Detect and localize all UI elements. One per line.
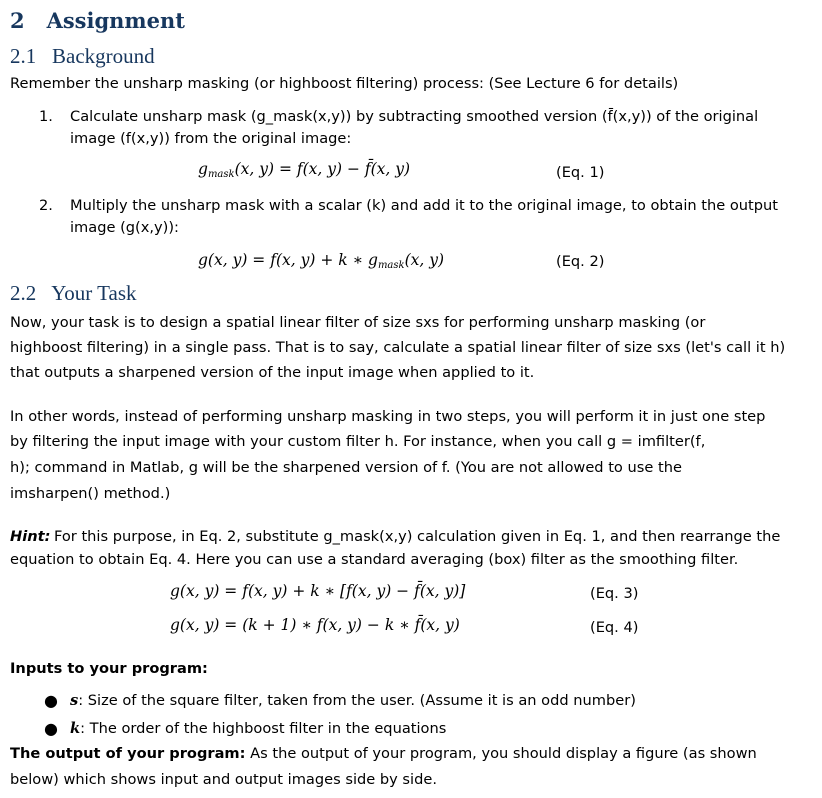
task-paragraph-1-line: Now, your task is to design a spatial linear filter of size sxs for performing unsharp masking (or [10, 314, 706, 331]
hint-text: For this purpose, in Eq. 2, substitute g_mask(x,y) calculation given in Eq. 1, and then rearrange the [54, 528, 781, 545]
equation-4: g(x, y) = (k + 1) ∗ f(x, y) − k ∗ f̄(x, y) [170, 616, 460, 634]
equation-3-label: (Eq. 3) [590, 585, 639, 602]
equation-1-label: (Eq. 1) [556, 164, 605, 181]
inputs-heading: Inputs to your program: [10, 660, 208, 677]
list-number: 1. [39, 108, 53, 125]
section-number: 2 [10, 8, 25, 33]
output-label: The output of your program: [10, 745, 246, 762]
bullet-icon: ● [44, 719, 58, 738]
background-intro: Remember the unsharp masking (or highboost filtering) process: (See Lecture 6 for details) [10, 75, 679, 92]
output-line-2: below) which shows input and output images side by side. [10, 771, 437, 788]
equation-1: $g_{mask}(x$, y) = f(x, y) − f̄(x, y) [198, 160, 411, 180]
task-paragraph-1-line: highboost filtering) in a single pass. That is to say, calculate a spatial linear filter of size sxs (let's call it h) [10, 339, 786, 356]
subsection-number: 2.2 [10, 281, 37, 305]
equation-3: g(x, y) = f(x, y) + k ∗ [f(x, y) − f̄(x, y)] [170, 582, 466, 600]
section-title: Assignment [46, 8, 185, 33]
input-item [70, 692, 636, 709]
output-line-1 [10, 745, 757, 762]
input-description: : The order of the highboost filter in the equations [80, 720, 447, 737]
input-symbol: s [70, 692, 79, 709]
bullet-icon: ● [44, 691, 58, 710]
output-text: As the output of your program, you should display a figure (as shown [250, 745, 757, 762]
input-item [70, 720, 446, 737]
task-paragraph-2-line: imsharpen() method.) [10, 485, 171, 502]
subsection-title: Background [52, 44, 155, 68]
subsection-heading-your-task [10, 281, 137, 306]
task-paragraph-2-line: by filtering the input image with your custom filter h. For instance, when you call g = imfilter(f, [10, 433, 706, 450]
equation-4-label: (Eq. 4) [590, 619, 639, 636]
list-item-text: image (f(x,y)) from the original image: [70, 130, 352, 147]
task-paragraph-2-line: In other words, instead of performing unsharp masking in two steps, you will perform it in just one step [10, 408, 766, 425]
subsection-title: Your Task [51, 281, 137, 305]
input-symbol: k [70, 720, 81, 737]
list-number: 2. [39, 197, 53, 214]
input-description: : Size of the square filter, taken from the user. (Assume it is an odd number) [78, 692, 636, 709]
list-item-text: Multiply the unsharp mask with a scalar (k) and add it to the original image, to obtain the output [70, 197, 779, 214]
task-paragraph-1-line: that outputs a sharpened version of the input image when applied to it. [10, 364, 535, 381]
subsection-number: 2.1 [10, 44, 37, 68]
section-heading [10, 8, 185, 33]
equation-2: g(x, y) = f(x, y) + k ∗ $g_{mask}(x$, y) [198, 251, 445, 271]
equation-2-label: (Eq. 2) [556, 253, 605, 270]
hint-text: equation to obtain Eq. 4. Here you can use a standard averaging (box) filter as the smoothing filter. [10, 551, 739, 568]
hint-label: Hint: [10, 528, 51, 545]
list-item-text: Calculate unsharp mask (g_mask(x,y)) by subtracting smoothed version (f̄(x,y)) of the original [70, 108, 759, 125]
task-paragraph-2-line: h); command in Matlab, g will be the sharpened version of f. (You are not allowed to use the [10, 459, 682, 476]
subsection-heading-background [10, 44, 155, 69]
list-item-text: image (g(x,y)): [70, 219, 179, 236]
